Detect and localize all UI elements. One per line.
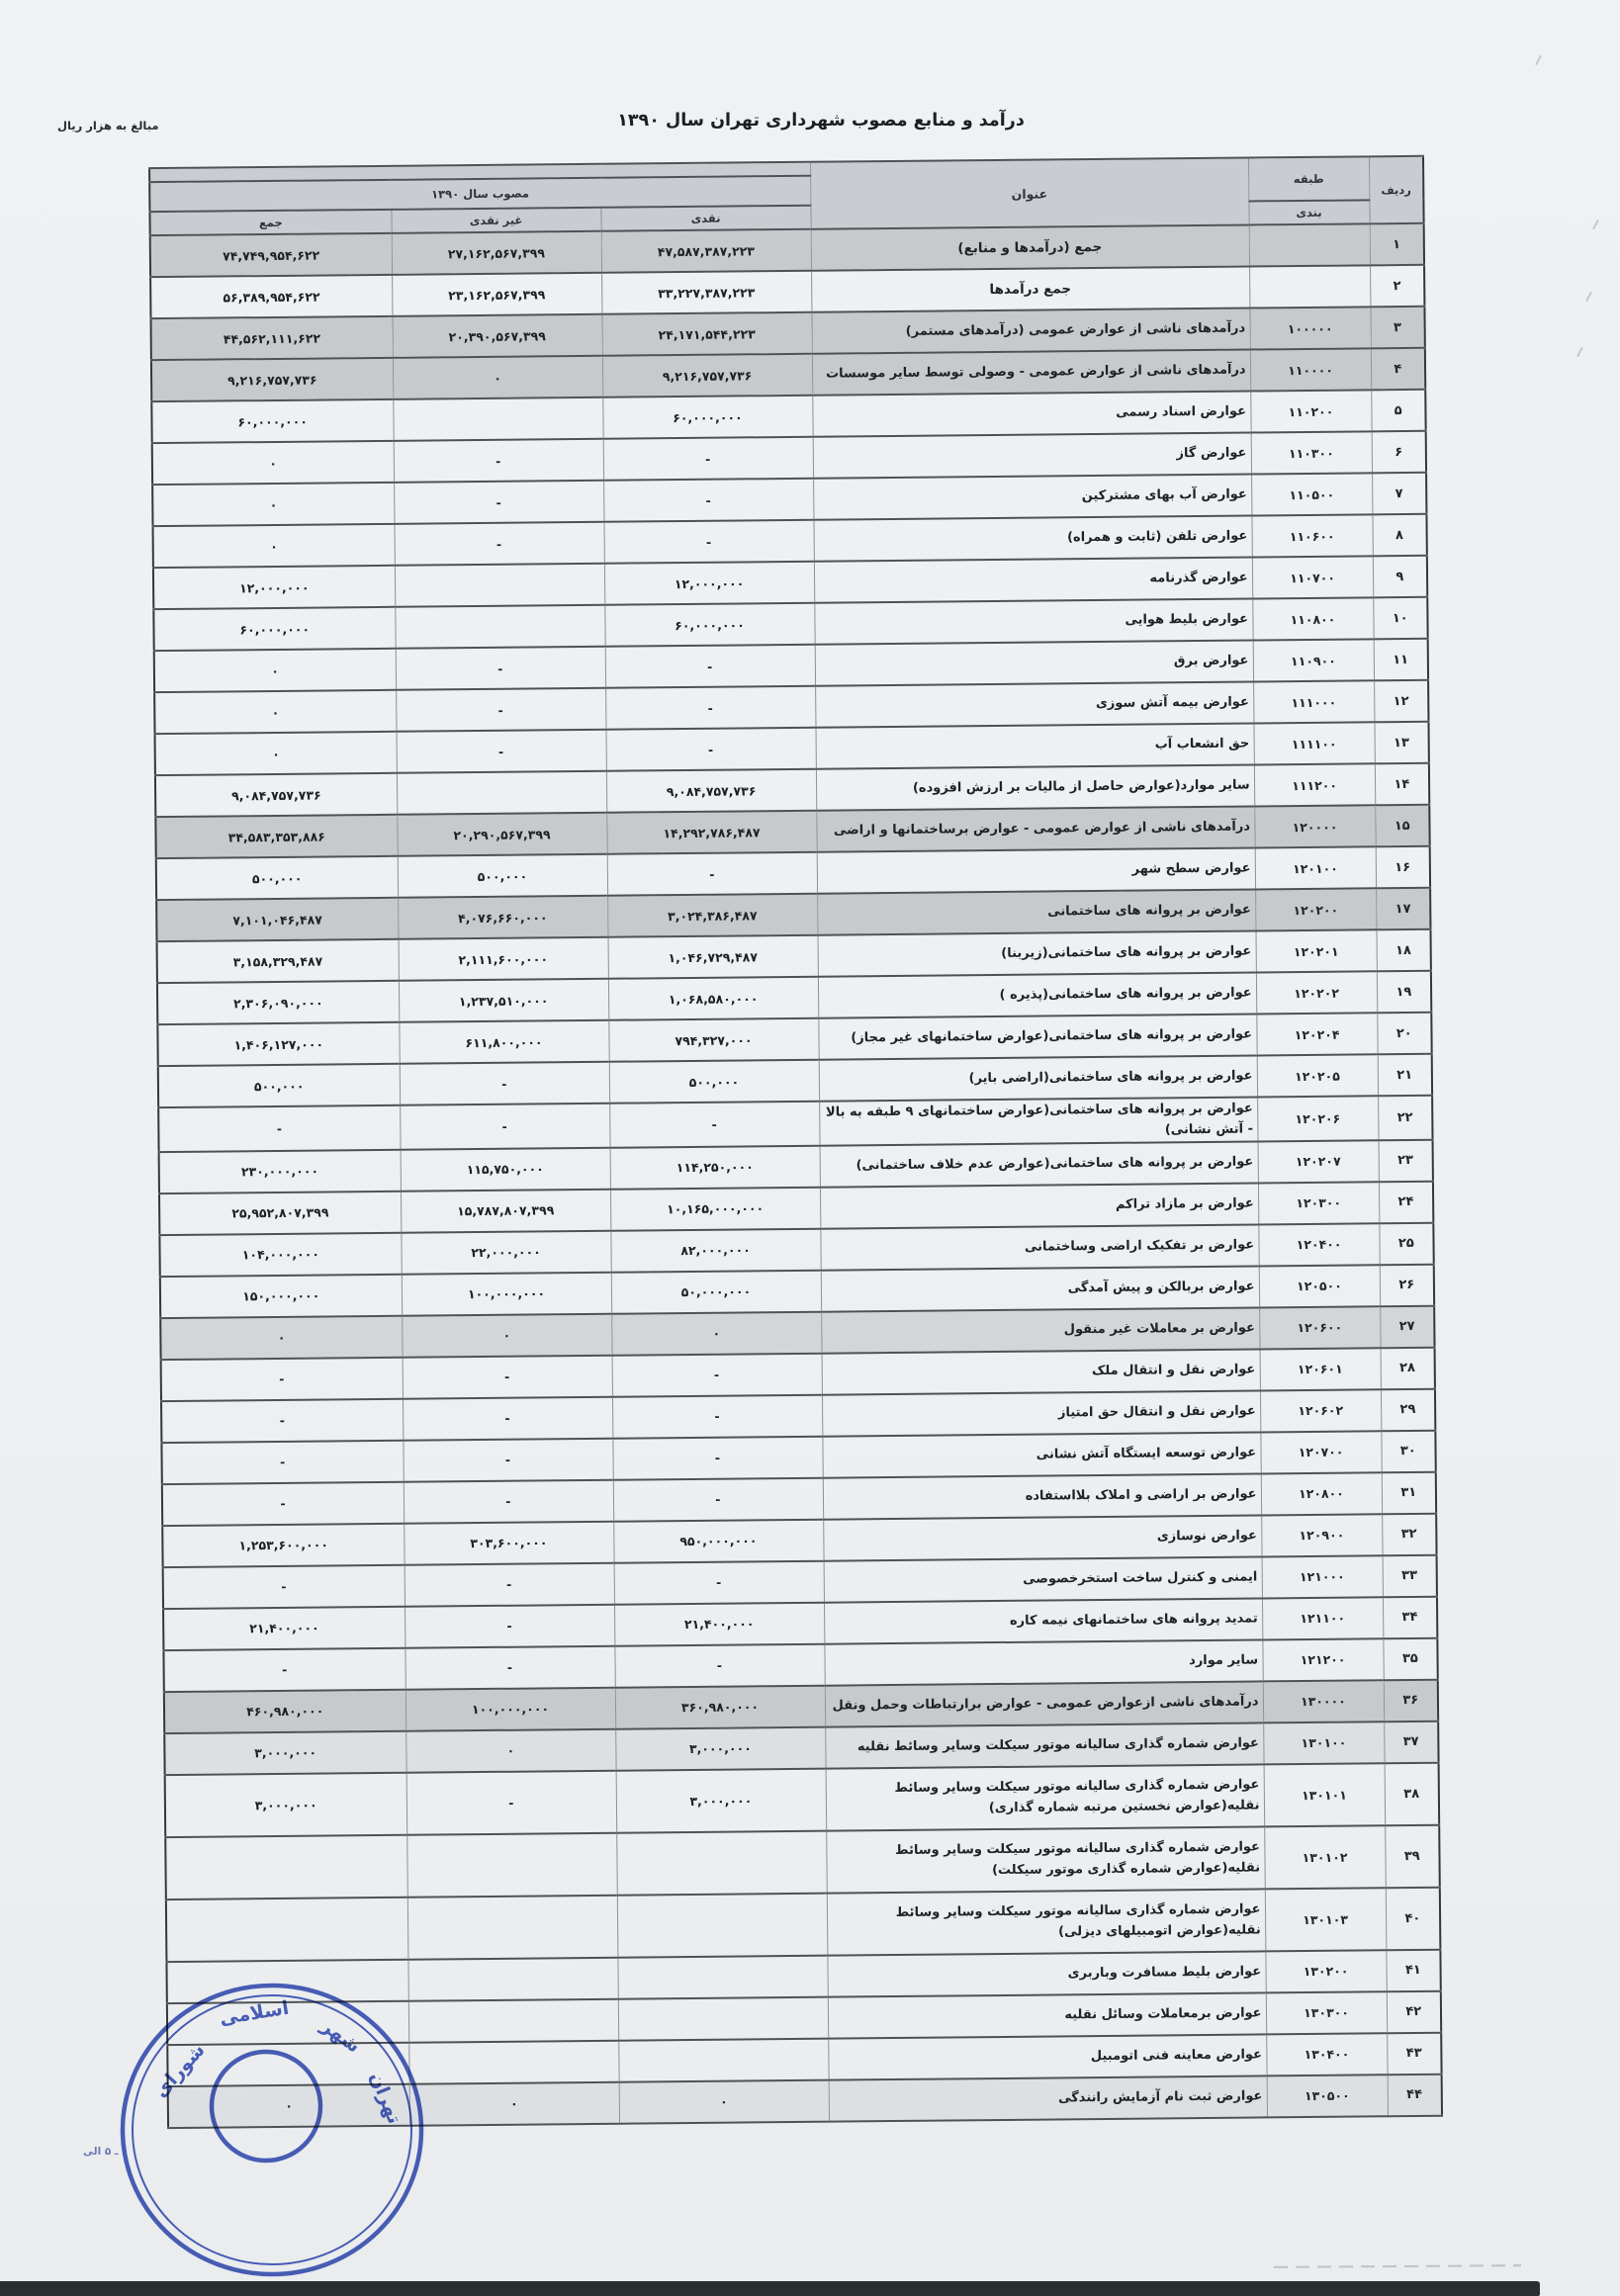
total-value-cell: ۳,۰۰۰,۰۰۰ [164, 1731, 405, 1775]
cash-value-cell: ۶۰,۰۰۰,۰۰۰ [604, 603, 814, 647]
total-value-cell: ۱۲,۰۰۰,۰۰۰ [153, 566, 395, 609]
classification-code-cell: ۱۳۰۱۰۱ [1264, 1763, 1386, 1826]
row-number-cell: ۲۱ [1378, 1054, 1432, 1097]
classification-code-cell: ۱۱۰۰۰۰ [1250, 348, 1371, 391]
cash-value-cell: ۰ [619, 2080, 829, 2124]
noncash-value-cell: - [403, 1397, 612, 1441]
row-number-cell: ۱۹ [1377, 971, 1431, 1014]
classification-code-cell: ۱۱۰۵۰۰ [1251, 473, 1372, 515]
classification-code-cell: ۱۲۰۱۰۰ [1255, 846, 1376, 889]
title-cell: عوارض شماره گذاری سالیانه موتور سیکلت وسایر وسائط نقلیه(عوارض نخستین مرتبه شماره گذاری) [826, 1764, 1265, 1830]
noncash-value-cell: - [400, 1062, 609, 1105]
header-noncash: غیر نقدی [391, 208, 600, 233]
title-cell: عوارض بر تفکیک اراضی وساختمانی [820, 1224, 1258, 1270]
units-note: مبالغ به هزار ریال [57, 119, 159, 132]
cash-value-cell: ۰ [611, 1312, 821, 1356]
row-number-cell: ۳۷ [1384, 1722, 1438, 1764]
classification-code-cell: ۱۳۰۳۰۰ [1266, 1991, 1387, 2034]
total-value-cell [165, 1835, 407, 1899]
cash-value-cell: - [614, 1644, 824, 1688]
row-number-cell: ۴۱ [1386, 1950, 1440, 1992]
stamp-word: شهر [316, 2014, 365, 2058]
row-number-cell: ۱۷ [1376, 888, 1430, 930]
noncash-value-cell: ۲۰,۲۹۰,۵۶۷,۳۹۹ [397, 813, 606, 856]
cash-value-cell [617, 1894, 828, 1958]
row-number-cell: ۳۶ [1384, 1680, 1438, 1722]
row-number-cell: ۲۳ [1379, 1140, 1433, 1183]
classification-code-cell: ۱۲۰۲۰۴ [1256, 1013, 1377, 1055]
margin-tick [1585, 292, 1592, 303]
noncash-value-cell [408, 1999, 618, 2043]
title-cell: عوارض نوسازی [823, 1515, 1261, 1560]
cash-value-cell [618, 2039, 828, 2082]
classification-code-cell: ۱۳۰۰۰۰ [1263, 1680, 1384, 1722]
noncash-value-cell [406, 1833, 617, 1898]
noncash-value-cell: - [405, 1605, 614, 1648]
cash-value-cell: ۷۹۴,۳۲۷,۰۰۰ [608, 1018, 818, 1062]
classification-code-cell: ۱۲۰۹۰۰ [1261, 1514, 1382, 1556]
total-value-cell: ۶۰,۰۰۰,۰۰۰ [151, 399, 393, 443]
total-value-cell: - [163, 1565, 405, 1609]
classification-code-cell: ۱۲۱۲۰۰ [1262, 1638, 1383, 1681]
classification-code-cell: ۱۲۱۰۰۰ [1262, 1555, 1383, 1598]
title-cell: عوارض بر معاملات غیر منقول [821, 1307, 1259, 1353]
row-number-cell: ۹ [1373, 556, 1427, 598]
budget-table-wrap [148, 155, 1441, 2129]
stamp-word: شورای [149, 2039, 210, 2102]
total-value-cell [166, 1898, 408, 1962]
cash-value-cell: ۳,۰۰۰,۰۰۰ [616, 1769, 827, 1833]
noncash-value-cell: - [404, 1480, 613, 1524]
cash-value-cell: - [612, 1437, 822, 1480]
title-cell: عوارض اسناد رسمی [812, 391, 1250, 436]
cash-value-cell: ۱۴,۲۹۲,۷۸۶,۴۸۷ [606, 811, 816, 854]
title-cell: عوارض بر پروانه های ساختمانی(عوارض ساختمانهای غیر مجاز) [818, 1014, 1256, 1059]
classification-code-cell: ۱۳۰۱۰۲ [1264, 1825, 1386, 1889]
noncash-value-cell: - [396, 647, 605, 690]
stamp-center-circle [212, 2052, 320, 2161]
total-value-cell: ۳۴,۵۸۳,۳۵۳,۸۸۶ [155, 815, 397, 858]
scan-bottom-band [0, 2281, 1540, 2296]
title-cell: عوارض بر پروانه های ساختمانی(اراضی بایر) [819, 1055, 1257, 1101]
row-number-cell: ۱۵ [1375, 805, 1429, 847]
cash-value-cell: ۳,۰۲۴,۳۸۶,۴۸۷ [607, 894, 817, 937]
noncash-value-cell: ۴,۰۷۶,۶۶۰,۰۰۰ [398, 896, 607, 939]
noncash-value-cell: ۳۰۳,۶۰۰,۰۰۰ [404, 1522, 613, 1565]
total-value-cell: ۹,۲۱۶,۷۵۷,۷۳۶ [151, 358, 393, 401]
row-number-cell: ۱۴ [1375, 763, 1429, 806]
cash-value-cell: ۱,۰۴۶,۷۲۹,۴۸۷ [608, 935, 818, 979]
row-number-cell: ۳۸ [1385, 1763, 1440, 1826]
noncash-value-cell: ۰ [402, 1314, 611, 1358]
row-number-cell: ۳۲ [1382, 1514, 1436, 1556]
noncash-value-cell [408, 2041, 618, 2084]
row-number-cell: ۲۸ [1381, 1348, 1435, 1390]
row-number-cell: ۳۵ [1383, 1638, 1437, 1681]
classification-code-cell: ۱۲۰۲۰۱ [1256, 929, 1377, 972]
total-value-cell: ۶۰,۰۰۰,۰۰۰ [153, 607, 395, 651]
row-number-cell: ۸ [1372, 514, 1426, 557]
title-cell: عوارض برمعاملات وسائل نقلیه [828, 1992, 1266, 2038]
noncash-value-cell: - [403, 1356, 612, 1399]
classification-code-cell: ۱۲۰۲۰۰ [1255, 888, 1376, 930]
cash-value-cell: ۵۰,۰۰۰,۰۰۰ [611, 1271, 821, 1314]
noncash-value-cell: - [397, 730, 606, 773]
row-number-cell: ۲۹ [1381, 1389, 1435, 1432]
cash-value-cell: ۲۱,۴۰۰,۰۰۰ [614, 1603, 824, 1646]
noncash-value-cell: - [394, 439, 603, 483]
classification-code-cell: ۱۲۰۲۰۶ [1257, 1096, 1378, 1141]
total-value-cell: - [161, 1399, 403, 1443]
classification-code-cell: ۱۲۰۲۰۲ [1256, 971, 1377, 1014]
row-number-cell: ۵ [1371, 390, 1425, 432]
total-value-cell: ۲۵,۹۵۲,۸۰۷,۳۹۹ [159, 1192, 401, 1235]
title-cell: عوارض نقل و انتقال ملک [822, 1349, 1260, 1394]
row-number-cell: ۴ [1371, 348, 1425, 391]
noncash-value-cell [407, 1896, 618, 1960]
noncash-value-cell: - [405, 1646, 614, 1690]
total-value-cell: ۰ [152, 441, 394, 485]
noncash-value-cell: - [405, 1563, 614, 1607]
cash-value-cell [617, 1956, 827, 1999]
cash-value-cell: ۱,۰۶۸,۵۸۰,۰۰۰ [608, 977, 818, 1020]
row-number-cell: ۳۹ [1385, 1825, 1440, 1889]
noncash-value-cell: ۱۰۰,۰۰۰,۰۰۰ [405, 1688, 615, 1731]
cash-value-cell: ۸۲,۰۰۰,۰۰۰ [610, 1229, 820, 1273]
total-value-cell: ۱,۴۰۶,۱۲۷,۰۰۰ [157, 1022, 399, 1066]
cash-value-cell: ۲۴,۱۷۱,۵۴۴,۲۲۳ [602, 312, 812, 356]
title-cell: عوارض توسعه ایستگاه آتش نشانی [822, 1432, 1260, 1477]
noncash-value-cell [397, 771, 606, 815]
title-cell: ایمنی و کنترل ساخت استخرخصوصی [824, 1556, 1262, 1602]
cash-value-cell: ۳۶۰,۹۸۰,۰۰۰ [615, 1686, 825, 1729]
classification-code-cell: ۱۲۰۷۰۰ [1260, 1431, 1381, 1473]
row-number-cell: ۲۲ [1378, 1096, 1432, 1140]
classification-code-cell: ۱۱۱۰۰۰ [1253, 680, 1374, 723]
stamp-word: اسلامی [218, 1996, 291, 2030]
title-cell: درآمدهای ناشی ازعوارض عمومی - عوارض برارتباطات وحمل ونقل [825, 1681, 1263, 1726]
title-cell: عوارض آب بهای مشترکین [813, 474, 1251, 519]
row-number-cell: ۲ [1370, 265, 1424, 308]
title-cell: عوارض بلیط مسافرت وباربری [827, 1951, 1265, 1996]
noncash-value-cell: ۱۰۰,۰۰۰,۰۰۰ [402, 1273, 611, 1316]
header-total: جمع [149, 210, 391, 235]
row-number-cell: ۳۱ [1382, 1472, 1436, 1515]
total-value-cell: ۵۰۰,۰۰۰ [156, 856, 398, 900]
total-value-cell: - [158, 1105, 400, 1152]
noncash-value-cell [395, 605, 604, 649]
title-cell: سایر موارد [824, 1639, 1262, 1685]
cash-value-cell: - [605, 686, 815, 730]
classification-code-cell: ۱۱۰۸۰۰ [1252, 597, 1373, 640]
classification-code-cell: ۱۰۰۰۰۰ [1249, 307, 1370, 349]
page-title: درآمد و منابع مصوب شهرداری تهران سال ۱۳۹۰ [617, 111, 1025, 131]
noncash-value-cell: ۱,۲۳۷,۵۱۰,۰۰۰ [399, 979, 608, 1022]
cash-value-cell: ۵۰۰,۰۰۰ [609, 1060, 819, 1104]
budget-table [148, 155, 1443, 2129]
total-value-cell: - [163, 1648, 405, 1692]
classification-code-cell: ۱۳۰۱۰۰ [1263, 1722, 1384, 1764]
title-cell: عوارض بر مازاد تراکم [820, 1183, 1258, 1228]
row-number-cell: ۴۴ [1388, 2075, 1442, 2117]
total-value-cell: ۱۰۴,۰۰۰,۰۰۰ [159, 1233, 401, 1277]
total-value-cell: ۰ [160, 1316, 402, 1360]
noncash-value-cell: - [396, 688, 605, 732]
total-value-cell: ۷۴,۷۴۹,۹۵۴,۶۲۲ [150, 233, 392, 277]
cash-value-cell: - [614, 1561, 824, 1605]
title-cell: عوارض نقل و انتقال حق امتیاز [822, 1390, 1260, 1436]
cash-value-cell: - [605, 645, 815, 688]
classification-code-cell: ۱۳۰۲۰۰ [1265, 1950, 1386, 1992]
total-value-cell: ۲۱,۴۰۰,۰۰۰ [163, 1607, 405, 1650]
classification-code-cell: ۱۳۰۱۰۳ [1265, 1888, 1387, 1951]
classification-code-cell: ۱۲۰۶۰۰ [1259, 1306, 1380, 1349]
classification-code-cell: ۱۲۰۲۰۵ [1257, 1054, 1378, 1097]
title-cell: جمع درآمدها [811, 267, 1249, 312]
noncash-value-cell: ۵۰۰,۰۰۰ [398, 854, 607, 898]
cash-value-cell: ۹۵۰,۰۰۰,۰۰۰ [613, 1520, 823, 1563]
noncash-value-cell: - [400, 1104, 609, 1150]
row-number-cell: ۲۴ [1379, 1182, 1433, 1224]
table-body [150, 223, 1442, 2128]
title-cell: حق انشعاب آب [816, 723, 1254, 768]
scan-scribble [1274, 2264, 1521, 2268]
header-row-number: ردیف [1369, 156, 1424, 224]
title-cell: درآمدهای ناشی از عوارض عمومی - وصولی توسط سایر موسسات [812, 349, 1250, 395]
cash-value-cell: ۹,۲۱۶,۷۵۷,۷۳۶ [602, 354, 812, 397]
total-value-cell: ۳,۱۵۸,۳۲۹,۴۸۷ [157, 939, 399, 983]
total-value-cell: ۴۴,۵۶۲,۱۱۱,۶۲۲ [150, 316, 392, 360]
noncash-value-cell [393, 397, 602, 441]
noncash-value-cell: ۲۲,۰۰۰,۰۰۰ [401, 1231, 610, 1275]
classification-code-cell: ۱۲۰۲۰۷ [1258, 1140, 1379, 1183]
title-cell: عوارض گذرنامه [814, 557, 1252, 602]
classification-code-cell: ۱۱۰۷۰۰ [1252, 556, 1373, 598]
cash-value-cell [618, 1997, 828, 2041]
classification-code-cell: ۱۱۰۶۰۰ [1251, 514, 1372, 557]
total-value-cell: ۰ [153, 524, 395, 568]
noncash-value-cell: - [406, 1771, 617, 1835]
classification-code-cell: ۱۲۰۵۰۰ [1259, 1265, 1380, 1307]
title-cell: عوارض بیمه آتش سوزی [815, 681, 1253, 727]
cash-value-cell: ۶۰,۰۰۰,۰۰۰ [602, 396, 812, 439]
stamp-word: تهران [365, 2069, 405, 2128]
cash-value-cell: ۴۷,۵۸۷,۳۸۷,۲۲۳ [601, 229, 811, 273]
row-number-cell: ۱۸ [1377, 929, 1431, 972]
classification-code-cell: ۱۱۱۲۰۰ [1254, 763, 1375, 806]
title-cell: عوارض تلفن (ثابت و همراه) [814, 515, 1252, 561]
title-cell: درآمدهای ناشی از عوارض عمومی (درآمدهای مستمر) [811, 309, 1249, 354]
header-cash: نقدی [600, 206, 810, 231]
cash-value-cell: - [612, 1354, 822, 1397]
header-classification-bottom: بندی [1248, 200, 1369, 224]
stamp-inner-ring [133, 1995, 411, 2264]
row-number-cell: ۲۶ [1380, 1265, 1434, 1307]
noncash-value-cell: ۲۷,۱۶۲,۵۶۷,۳۹۹ [392, 231, 601, 275]
total-value-cell: ۳,۰۰۰,۰۰۰ [165, 1773, 407, 1837]
header-classification-top: طبقه [1248, 156, 1369, 201]
row-number-cell: ۲۵ [1379, 1223, 1433, 1266]
total-value-cell: - [162, 1482, 404, 1526]
cash-value-cell: - [613, 1478, 823, 1522]
classification-code-cell: ۱۱۰۲۰۰ [1250, 390, 1371, 432]
title-cell: سایر موارد(عوارض حاصل از مالیات بر ارزش افزوده) [816, 764, 1254, 810]
left-margin-note: ـ ۵ الی [83, 2146, 119, 2158]
title-cell: عوارض بر اراضی و املاک بلااستفاده [823, 1473, 1261, 1519]
row-number-cell: ۳۰ [1381, 1431, 1435, 1473]
row-number-cell: ۷ [1372, 473, 1426, 515]
noncash-value-cell: ۱۵,۷۸۷,۸۰۷,۳۹۹ [401, 1190, 610, 1233]
classification-code-cell: ۱۱۱۱۰۰ [1254, 722, 1375, 764]
title-cell: عوارض برق [815, 640, 1253, 685]
cash-value-cell: - [612, 1395, 822, 1439]
total-value-cell: ۵۶,۳۸۹,۹۵۴,۶۲۲ [150, 275, 392, 318]
council-stamp [111, 1980, 437, 2288]
title-cell: عوارض شماره گذاری سالیانه موتور سیکلت وسایر وسائط نقلیه(عوارض شماره گذاری موتور سیکلت) [826, 1826, 1265, 1893]
title-cell: عوارض بر پروانه های ساختمانی(عوارض ساختمانهای ۹ طبقه به بالا - آتش نشانی) [819, 1097, 1257, 1145]
title-cell: عوارض بر پروانه های ساختمانی(پذیره ) [818, 972, 1256, 1017]
margin-tick [1535, 55, 1542, 66]
cash-value-cell: ۱۰,۱۶۵,۰۰۰,۰۰۰ [610, 1188, 820, 1231]
classification-code-cell: ۱۱۰۳۰۰ [1251, 431, 1372, 474]
title-cell: عوارض ثبت نام آزمایش رانندگی [829, 2075, 1267, 2121]
total-value-cell: ۰ [155, 732, 397, 775]
cash-value-cell: - [603, 479, 813, 522]
cash-value-cell: ۹,۰۸۴,۷۵۷,۷۳۶ [606, 769, 816, 813]
title-cell: عوارض سطح شهر [817, 847, 1255, 893]
row-number-cell: ۲۰ [1377, 1013, 1431, 1055]
header-title: عنوان [810, 158, 1249, 229]
cash-value-cell: - [603, 437, 813, 481]
row-number-cell: ۱۲ [1374, 680, 1428, 723]
row-number-cell: ۱۶ [1376, 846, 1430, 889]
classification-code-cell [1249, 223, 1370, 266]
total-value-cell: ۰ [168, 2084, 409, 2128]
row-number-cell: ۴۳ [1387, 2033, 1441, 2075]
total-value-cell: ۵۰۰,۰۰۰ [158, 1064, 400, 1107]
row-number-cell: ۳۴ [1383, 1597, 1437, 1639]
total-value-cell: ۰ [154, 649, 396, 692]
cash-value-cell: ۱۲,۰۰۰,۰۰۰ [604, 562, 814, 605]
total-value-cell: ۷,۱۰۱,۰۴۶,۴۸۷ [156, 898, 398, 941]
classification-code-cell: ۱۳۰۵۰۰ [1267, 2075, 1388, 2117]
classification-code-cell [1249, 265, 1370, 308]
header-approved-year: مصوب سال ۱۳۹۰ [149, 176, 810, 212]
noncash-value-cell: ۲,۱۱۱,۶۰۰,۰۰۰ [399, 937, 608, 981]
cash-value-cell: - [607, 852, 817, 896]
noncash-value-cell: ۲۳,۱۶۲,۵۶۷,۳۹۹ [392, 273, 601, 316]
title-cell: عوارض بربالکن و پیش آمدگی [821, 1266, 1259, 1311]
total-value-cell: ۰ [154, 690, 396, 734]
cash-value-cell: - [604, 520, 814, 564]
stamp-outer-ring [123, 1986, 421, 2274]
row-number-cell: ۶ [1372, 431, 1426, 474]
cash-value-cell: - [609, 1102, 819, 1148]
margin-tick [1576, 347, 1583, 358]
total-value-cell: ۰ [152, 483, 394, 526]
title-cell: عوارض بر پروانه های ساختمانی(عوارض عدم خلاف ساختمانی) [820, 1141, 1258, 1187]
total-value-cell: - [161, 1441, 403, 1484]
total-value-cell: ۱۵۰,۰۰۰,۰۰۰ [160, 1275, 402, 1318]
title-cell: درآمدهای ناشی از عوارض عمومی - عوارض برساختمانها و اراضی [816, 806, 1254, 851]
title-cell: عوارض بر پروانه های ساختمانی(زیربنا) [818, 930, 1256, 976]
table-header [149, 156, 1424, 235]
cash-value-cell: - [606, 728, 816, 771]
title-cell: عوارض گاز [813, 432, 1251, 478]
noncash-value-cell: - [394, 481, 603, 524]
classification-code-cell: ۱۳۰۴۰۰ [1266, 2033, 1387, 2075]
noncash-value-cell: - [403, 1439, 612, 1482]
classification-code-cell: ۱۲۰۴۰۰ [1258, 1223, 1379, 1266]
row-number-cell: ۴۰ [1386, 1888, 1441, 1951]
title-cell: عوارض بر پروانه های ساختمانی [817, 889, 1255, 934]
noncash-value-cell: - [395, 522, 604, 566]
total-value-cell: ۲۳۰,۰۰۰,۰۰۰ [159, 1150, 401, 1193]
title-cell: عوارض بلیط هوایی [814, 598, 1252, 644]
classification-code-cell: ۱۲۰۶۰۱ [1260, 1348, 1381, 1390]
title-cell: عوارض معاینه فنی اتومبیل [828, 2034, 1266, 2079]
noncash-value-cell: ۶۱۱,۸۰۰,۰۰۰ [399, 1020, 608, 1064]
margin-tick [1592, 220, 1599, 230]
classification-code-cell: ۱۲۰۳۰۰ [1258, 1182, 1379, 1224]
total-value-cell: - [161, 1358, 403, 1401]
total-value-cell: ۴۶۰,۹۸۰,۰۰۰ [164, 1690, 405, 1733]
row-number-cell: ۲۷ [1380, 1306, 1434, 1349]
cash-value-cell: ۳۳,۲۲۷,۳۸۷,۲۲۳ [601, 271, 811, 314]
row-number-cell: ۳ [1370, 307, 1424, 349]
row-number-cell: ۱۱ [1374, 639, 1428, 681]
cash-value-cell: ۳,۰۰۰,۰۰۰ [615, 1727, 825, 1771]
row-number-cell: ۱۰ [1373, 597, 1427, 640]
noncash-value-cell [395, 564, 604, 607]
title-cell: تمدید پروانه های ساختمانهای نیمه کاره [824, 1598, 1262, 1643]
noncash-value-cell: ۲۰,۳۹۰,۵۶۷,۳۹۹ [393, 314, 602, 358]
title-cell: جمع (درآمدها و منابع) [811, 225, 1249, 271]
cash-value-cell [616, 1831, 827, 1896]
noncash-value-cell: ۰ [409, 2082, 619, 2126]
row-number-cell: ۳۳ [1383, 1555, 1437, 1598]
title-cell: عوارض شماره گذاری سالیانه موتور سیکلت وسایر وسائط نقلیه(عوارض اتومبیلهای دیزلی) [827, 1889, 1266, 1955]
classification-code-cell: ۱۲۰۸۰۰ [1261, 1472, 1382, 1515]
total-value-cell: ۲,۳۰۶,۰۹۰,۰۰۰ [157, 981, 399, 1024]
noncash-value-cell [407, 1958, 617, 2001]
row-number-cell: ۱ [1370, 223, 1424, 266]
classification-code-cell: ۱۲۰۶۰۲ [1260, 1389, 1381, 1432]
classification-code-cell: ۱۱۰۹۰۰ [1253, 639, 1374, 681]
classification-code-cell: ۱۲۰۰۰۰ [1254, 805, 1375, 847]
row-number-cell: ۱۳ [1375, 722, 1429, 764]
cash-value-cell: ۱۱۴,۲۵۰,۰۰۰ [610, 1146, 820, 1190]
classification-code-cell: ۱۲۱۱۰۰ [1262, 1597, 1383, 1639]
row-number-cell: ۴۲ [1387, 1991, 1441, 2034]
total-value-cell: ۹,۰۸۴,۷۵۷,۷۳۶ [155, 773, 397, 817]
title-cell: عوارض شماره گذاری سالیانه موتور سیکلت وسایر وسائط نقلیه [825, 1722, 1263, 1768]
noncash-value-cell: ۰ [405, 1729, 615, 1773]
total-value-cell: ۱,۲۵۳,۶۰۰,۰۰۰ [162, 1524, 404, 1567]
noncash-value-cell: ۱۱۵,۷۵۰,۰۰۰ [401, 1148, 610, 1192]
noncash-value-cell: ۰ [393, 356, 602, 399]
